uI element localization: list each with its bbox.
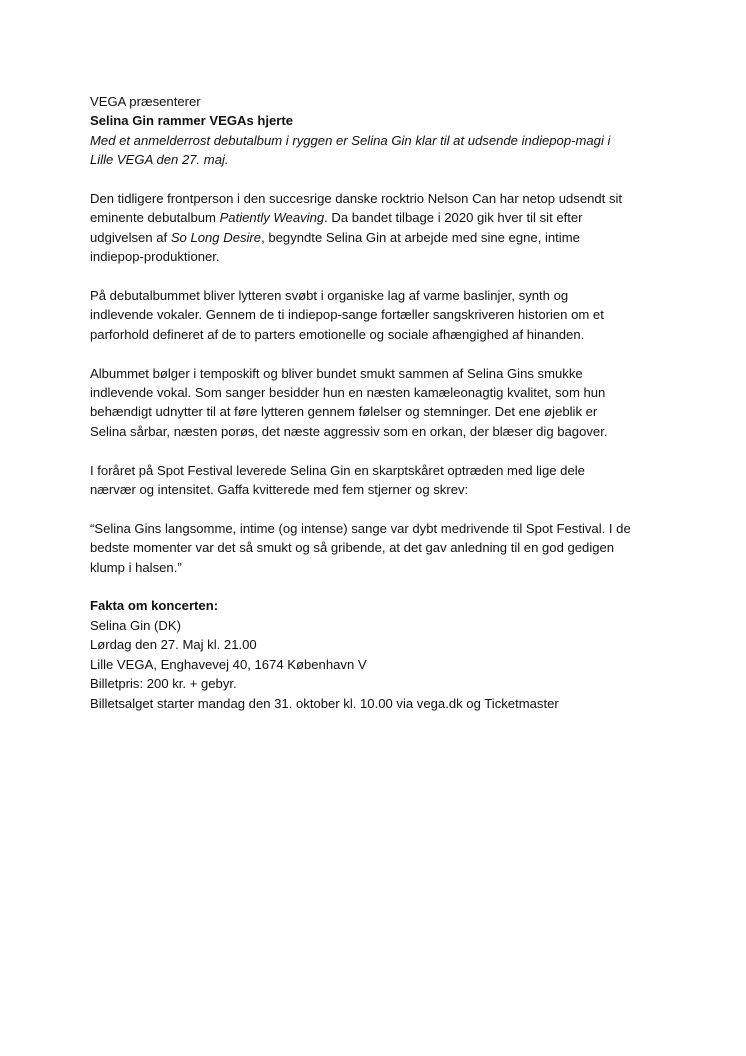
paragraph1-line1: Den tidligere frontperson i den succesrige danske rocktrio Nelson Can har netop udsendt sit <box>90 191 623 207</box>
quote-line2: bedste momenter var det så smukt og så gribende, at det gav anledning til en god gedigen <box>90 540 615 556</box>
previous-album-title: So Long Desire <box>170 229 262 245</box>
presenter-line: VEGA præsenterer <box>90 94 201 109</box>
spacer <box>90 344 680 363</box>
press-release-document <box>90 92 680 713</box>
paragraph1-line3-pre: udgivelsen af <box>90 229 171 245</box>
spacer <box>90 441 680 460</box>
facts-sale: Billetsalget starter mandag den 31. oktober kl. 10.00 via vega.dk og Ticketmaster <box>90 695 559 711</box>
lead-line-2: Lille VEGA den 27. maj. <box>90 152 229 168</box>
paragraph1-line2 <box>90 208 680 227</box>
paragraph1-line3-post: , begyndte Selina Gin at arbejde med sine egne, intime <box>261 229 580 245</box>
paragraph3-line3: behændigt udnytter til at føre lytteren gennem følelser og stemninger. Det ene øjeblik er <box>90 404 598 420</box>
paragraph4-line1: I foråret på Spot Festival leverede Selina Gin en skarptskåret optræden med lige dele <box>90 462 585 478</box>
quote-line1: “Selina Gins langsomme, intime (og intense) sange var dybt medrivende til Spot Festival. I de <box>90 520 631 536</box>
paragraph1-line2-pre: eminente debutalbum <box>90 210 220 226</box>
paragraph3-line1: Albummet bølger i temposkift og bliver bundet smukt sammen af Selina Gins smukke <box>90 365 583 381</box>
paragraph3-line4: Selina sårbar, næsten porøs, det næste aggressiv som en orkan, der blæser dig bagover. <box>90 423 608 439</box>
spacer <box>90 170 680 189</box>
paragraph2-line3: parforhold defineret af de to parters emotionelle og sociale afhængighed af hinanden. <box>90 326 585 342</box>
paragraph1-line3 <box>90 228 680 247</box>
lead-line-1: Med et anmelderrost debutalbum i ryggen er Selina Gin klar til at udsende indiepop-magi i <box>90 132 611 148</box>
paragraph3-line2: indlevende vokal. Som sanger besidder hun en næsten kamæleonagtig kvalitet, som hun <box>90 385 606 401</box>
paragraph1-line2-post: . Da bandet tilbage i 2020 gik hver til sit efter <box>324 210 583 226</box>
facts-date: Lørdag den 27. Maj kl. 21.00 <box>90 637 257 653</box>
paragraph1-line4: indiepop-produktioner. <box>90 249 220 265</box>
paragraph2-line1: På debutalbummet bliver lytteren svøbt i organiske lag af varme baslinjer, synth og <box>90 288 569 304</box>
spacer <box>90 577 680 596</box>
paragraph2-line2: indlevende vokaler. Gennem de ti indiepop-sange fortæller sangskriveren historien om et <box>90 307 604 323</box>
headline: Selina Gin rammer VEGAs hjerte <box>90 113 294 129</box>
facts-venue: Lille VEGA, Enghavevej 40, 1674 København V <box>90 656 367 672</box>
album-title: Patiently Weaving <box>219 210 325 226</box>
quote-line3: klump i halsen.” <box>90 559 182 575</box>
spacer <box>90 267 680 286</box>
facts-price: Billetpris: 200 kr. + gebyr. <box>90 676 237 692</box>
paragraph4-line2: nærvær og intensitet. Gaffa kvitterede med fem stjerner og skrev: <box>90 482 469 498</box>
facts-artist: Selina Gin (DK) <box>90 617 181 633</box>
facts-heading: Fakta om koncerten: <box>90 598 219 614</box>
spacer <box>90 499 680 518</box>
